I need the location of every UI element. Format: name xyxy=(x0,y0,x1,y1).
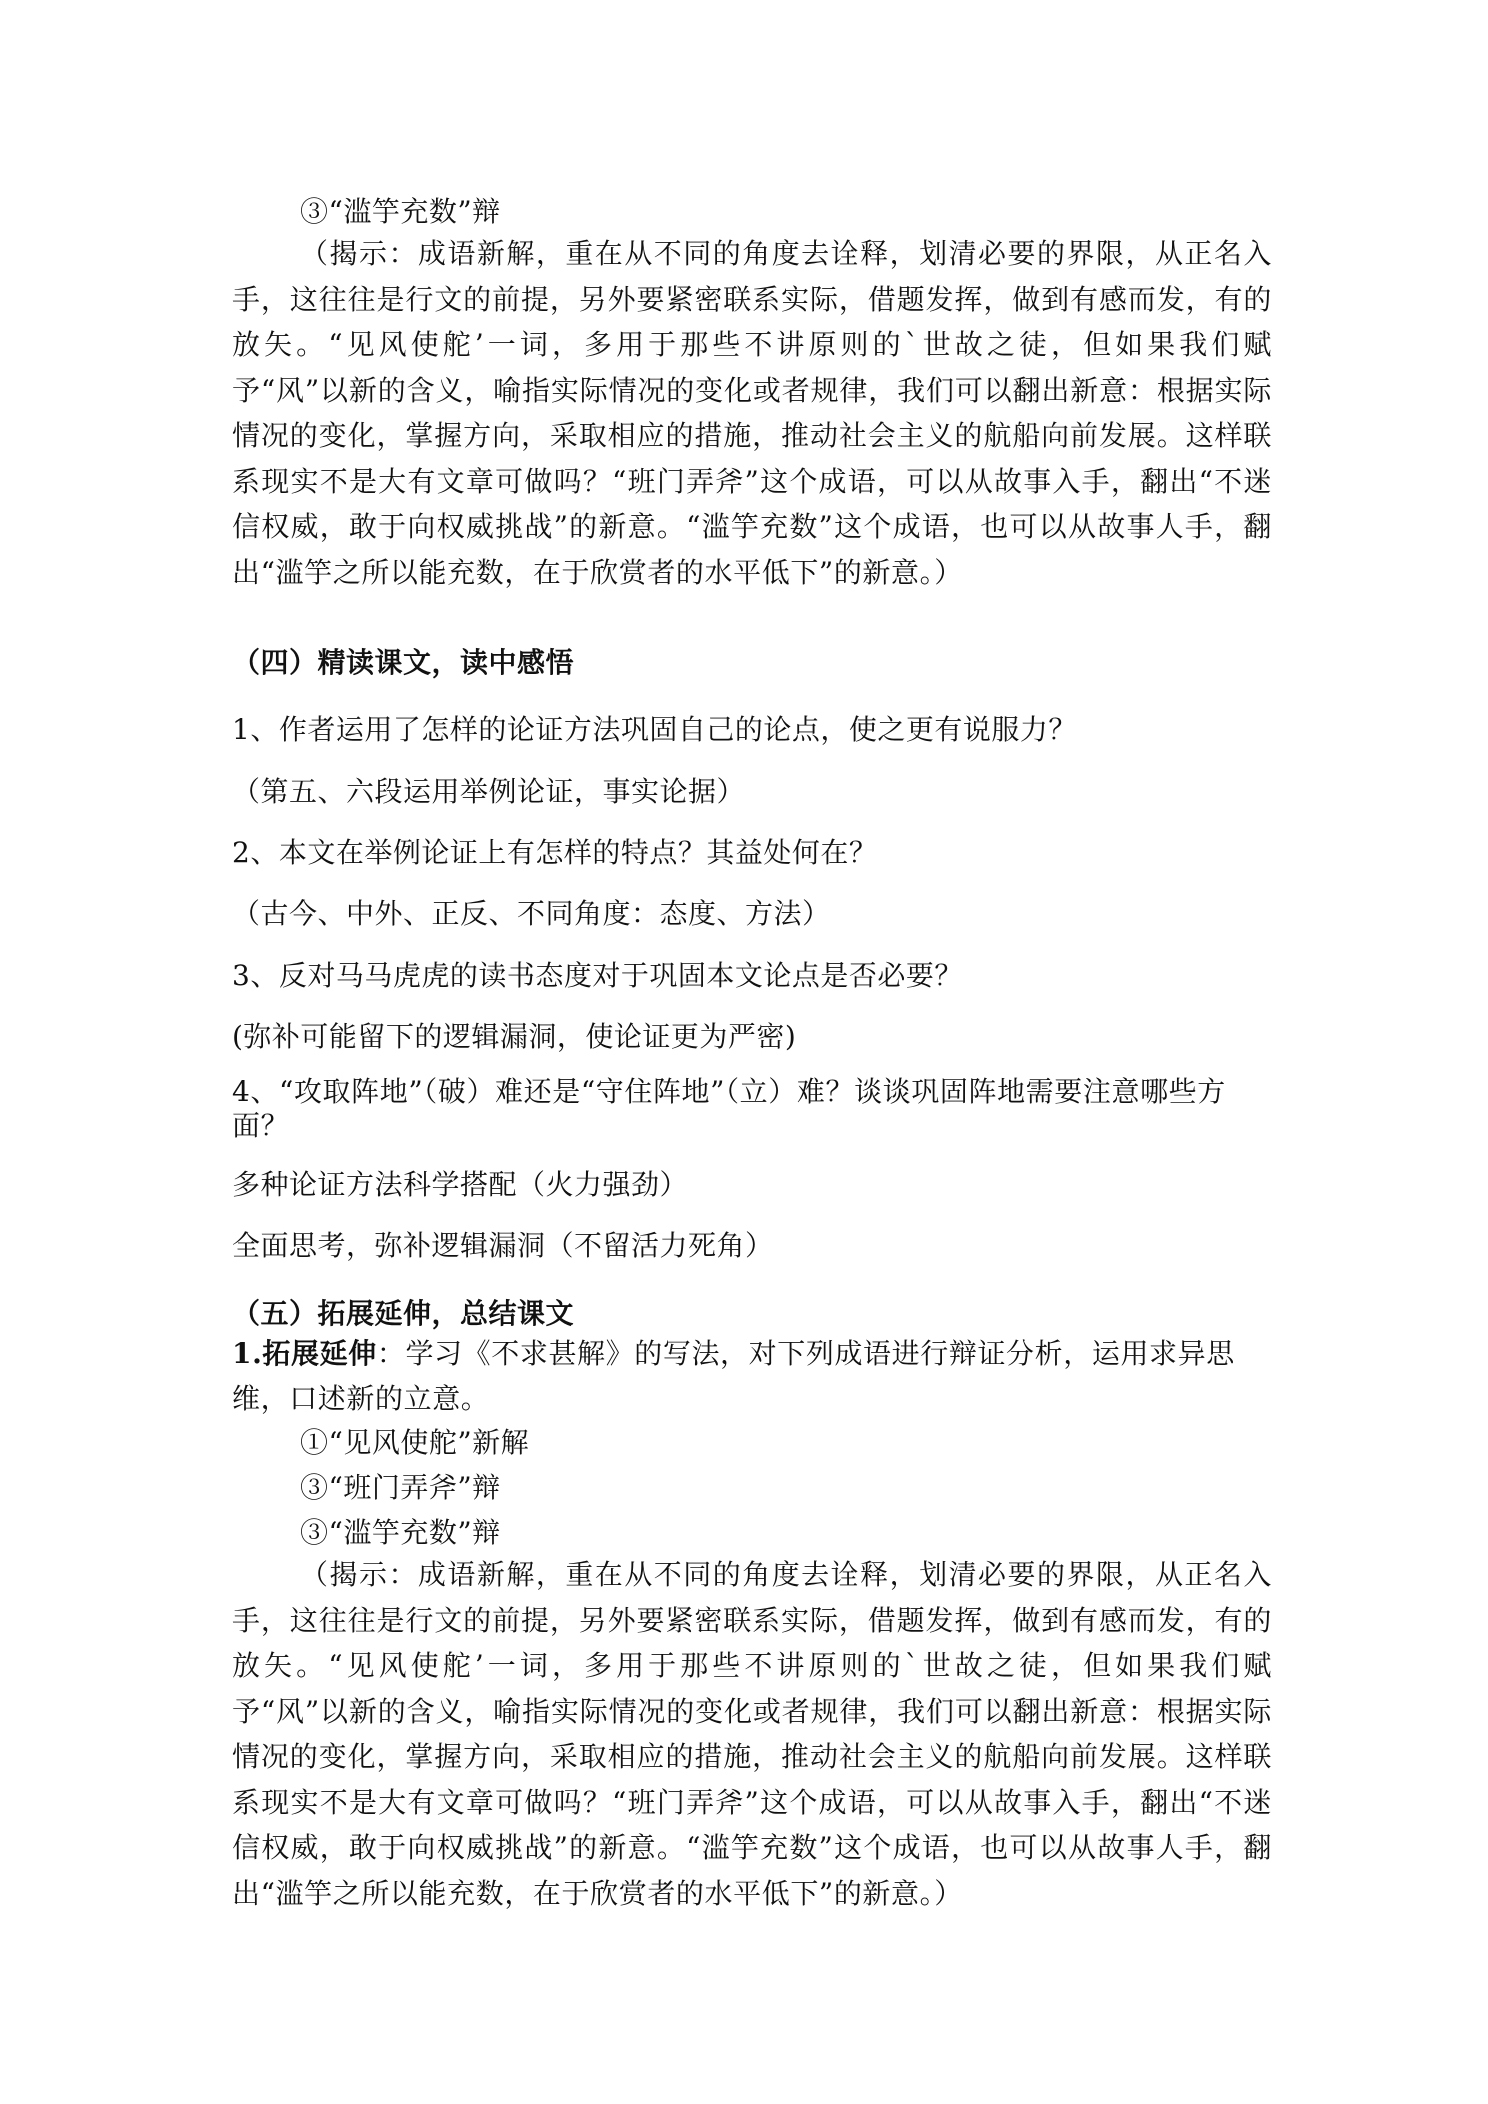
reveal-text-2: （揭示：成语新解，重在从不同的角度去诠释，划清必要的界限，从正名入手，这往往是行文的前提，另外要紧密联系实际，借题发挥，做到有感而发，有的放矢。“见风使舵’一词，多用于那些不讲原则的`世故之徒，但如果我们赋予“风”以新的含义，喻指实际情况的变化或者规律，我们可以翻出新意：根据实际情况的变化，掌握方向，采取相应的措施，推动社会主义的航船向前发展。这样联系现实不是大有文章可做吗？“班门弄斧”这个成语，可以从故事入手，翻出“不迷信权威，敢于向权威挑战”的新意。“滥竽充数”这个成语，也可以从故事人手，翻出“滥竽之所以能充数，在于欣赏者的水平低下”的新意。） xyxy=(232,1558,1272,1910)
question-3: 3、反对马马虎虎的读书态度对于巩固本文论点是否必要？ xyxy=(232,959,963,992)
idiom-item-3b: ③“滥竽充数”辩 xyxy=(300,1516,501,1549)
answer-4a: 多种论证方法科学搭配（火力强劲） xyxy=(232,1168,689,1201)
section-heading-4: （四）精读课文，读中感悟 xyxy=(232,646,575,679)
extension-label: 1.拓展延伸 xyxy=(232,1337,377,1370)
extension-paragraph xyxy=(232,1331,1272,1421)
idiom-item-2: ③“班门弄斧”辩 xyxy=(300,1471,501,1504)
extension-text: ：学习《不求甚解》的写法，对下列成语进行辩证分析，运用求异思维，口述新的立意。 xyxy=(232,1337,1235,1415)
question-2: 2、本文在举例论证上有怎样的特点？其益处何在？ xyxy=(232,836,878,869)
answer-1: （第五、六段运用举例论证，事实论据） xyxy=(232,775,746,808)
reveal-text: （揭示：成语新解，重在从不同的角度去诠释，划清必要的界限，从正名入手，这往往是行文的前提，另外要紧密联系实际，借题发挥，做到有感而发，有的放矢。“见风使舵’一词，多用于那些不讲原则的`世故之徒，但如果我们赋予“风”以新的含义，喻指实际情况的变化或者规律，我们可以翻出新意：根据实际情况的变化，掌握方向，采取相应的措施，推动社会主义的航船向前发展。这样联系现实不是大有文章可做吗？“班门弄斧”这个成语，可以从故事入手，翻出“不迷信权威，敢于向权威挑战”的新意。“滥竽充数”这个成语，也可以从故事人手，翻出“滥竽之所以能充数，在于欣赏者的水平低下”的新意。） xyxy=(232,237,1272,589)
idiom-item-3: ③“滥竽充数”辩 xyxy=(300,195,501,228)
section-heading-5: （五）拓展延伸，总结课文 xyxy=(232,1297,575,1330)
question-1: 1、作者运用了怎样的论证方法巩固自己的论点，使之更有说服力？ xyxy=(232,713,1077,746)
reveal-paragraph-2 xyxy=(232,1552,1272,1916)
answer-3: (弥补可能留下的逻辑漏洞，使论证更为严密) xyxy=(232,1020,797,1053)
answer-2: （古今、中外、正反、不同角度：态度、方法） xyxy=(232,897,831,930)
reveal-paragraph xyxy=(232,231,1272,595)
idiom-item-1: ①“见风使舵”新解 xyxy=(300,1426,530,1459)
answer-4b: 全面思考，弥补逻辑漏洞（不留活力死角） xyxy=(232,1229,774,1262)
question-4: 4、“攻取阵地”（破）难还是“守住阵地”（立）难？谈谈巩固阵地需要注意哪些方面？ xyxy=(232,1075,1226,1142)
